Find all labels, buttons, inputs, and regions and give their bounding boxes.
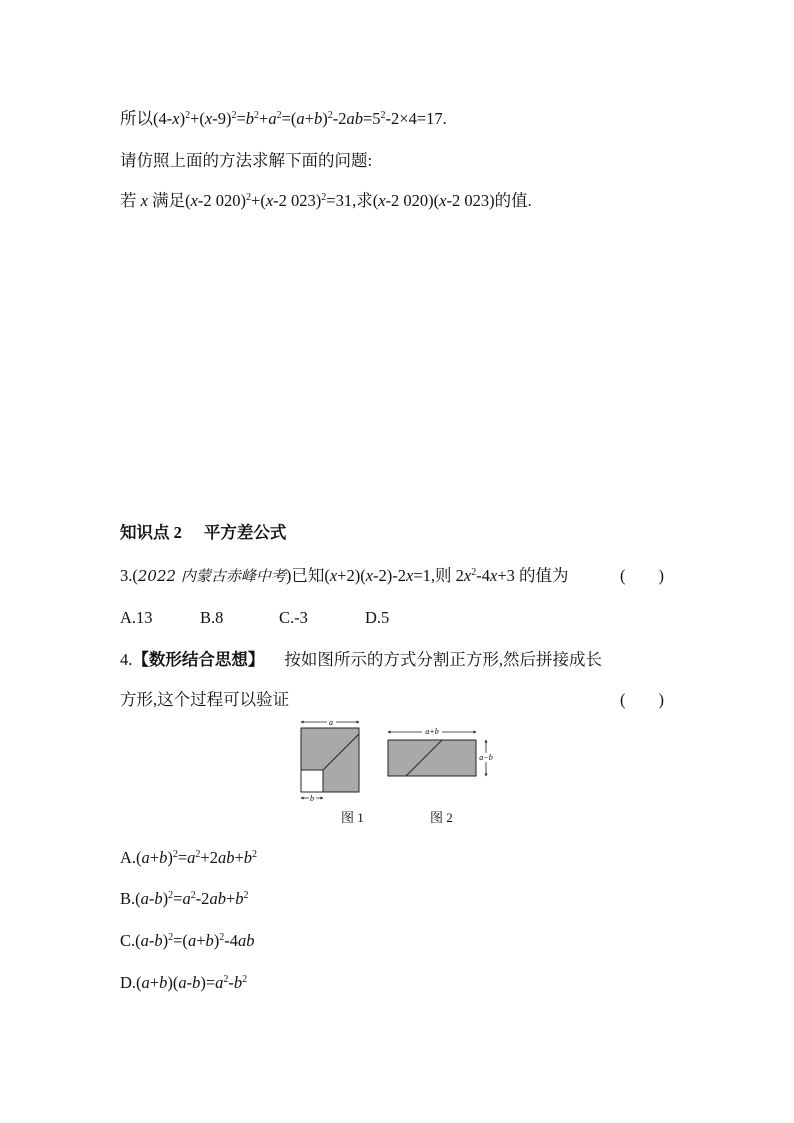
question-source: 2022 内蒙古赤峰中考 bbox=[137, 567, 286, 585]
answer-option-a[interactable]: $A.(a+b)^2=a^2+2ab+b^2$ bbox=[120, 848, 258, 867]
square-rectangle-diagram bbox=[296, 718, 496, 808]
question-4-line-2: 方形,这个过程可以验证 bbox=[120, 690, 290, 709]
answer-blank-q3[interactable]: ( ) bbox=[620, 566, 664, 585]
label-a-plus-b: a+b bbox=[425, 727, 439, 736]
figure-1-caption: 图 1 bbox=[341, 810, 364, 825]
question-tag: 【数形结合思想】 bbox=[132, 650, 265, 669]
option-d[interactable]: D.5 bbox=[365, 608, 390, 627]
figure-2-rectangle bbox=[388, 727, 495, 776]
answer-blank-q4[interactable]: ( ) bbox=[620, 690, 664, 709]
option-c[interactable]: C.-3 bbox=[279, 608, 308, 627]
instruction-line: 请仿照上面的方法求解下面的问题: bbox=[120, 151, 373, 170]
problem-line: 若 x 满足(x-2 020)$^2$+(x-2 023)$^2$=31,求(x-2 020)(x-2 023)的值. bbox=[120, 191, 532, 210]
question-4-line-1: 4.【数形结合思想】 按如图所示的方式分割正方形,然后拼接成长 bbox=[120, 650, 602, 669]
option-a[interactable]: A.13 bbox=[120, 608, 153, 627]
section-heading bbox=[120, 525, 286, 542]
section-label: 知识点 2 bbox=[120, 523, 182, 542]
option-b[interactable]: B.8 bbox=[200, 608, 224, 627]
q3-options bbox=[120, 610, 389, 627]
label-b: b bbox=[310, 794, 314, 803]
diagram-figures bbox=[296, 718, 496, 808]
label-a: a bbox=[329, 718, 333, 727]
answer-option-d[interactable]: $D.(a+b)(a-b)=a^2-b^2$ bbox=[120, 973, 248, 992]
answer-option-b[interactable]: $B.(a-b)^2=a^2-2ab+b^2$ bbox=[120, 889, 249, 908]
section-title: 平方差公式 bbox=[203, 523, 287, 542]
label-a-minus-b: a−b bbox=[479, 753, 493, 762]
figure-2-caption: 图 2 bbox=[430, 810, 453, 825]
figure-1-square bbox=[301, 718, 359, 803]
question-3: 3.(2022 内蒙古赤峰中考)已知(x+2)(x-2)-2x=1,则 $2x^2-4x+3$ 的值为 bbox=[120, 566, 569, 585]
formula-line-1: 所以$(4-x)^2+(x-9)^2=b^2+a^2=(a+b)^2-2ab=5^2-2\times 4=17$. bbox=[120, 109, 447, 128]
answer-option-c[interactable]: $C.(a-b)^2=(a+b)^2-4ab$ bbox=[120, 931, 255, 950]
